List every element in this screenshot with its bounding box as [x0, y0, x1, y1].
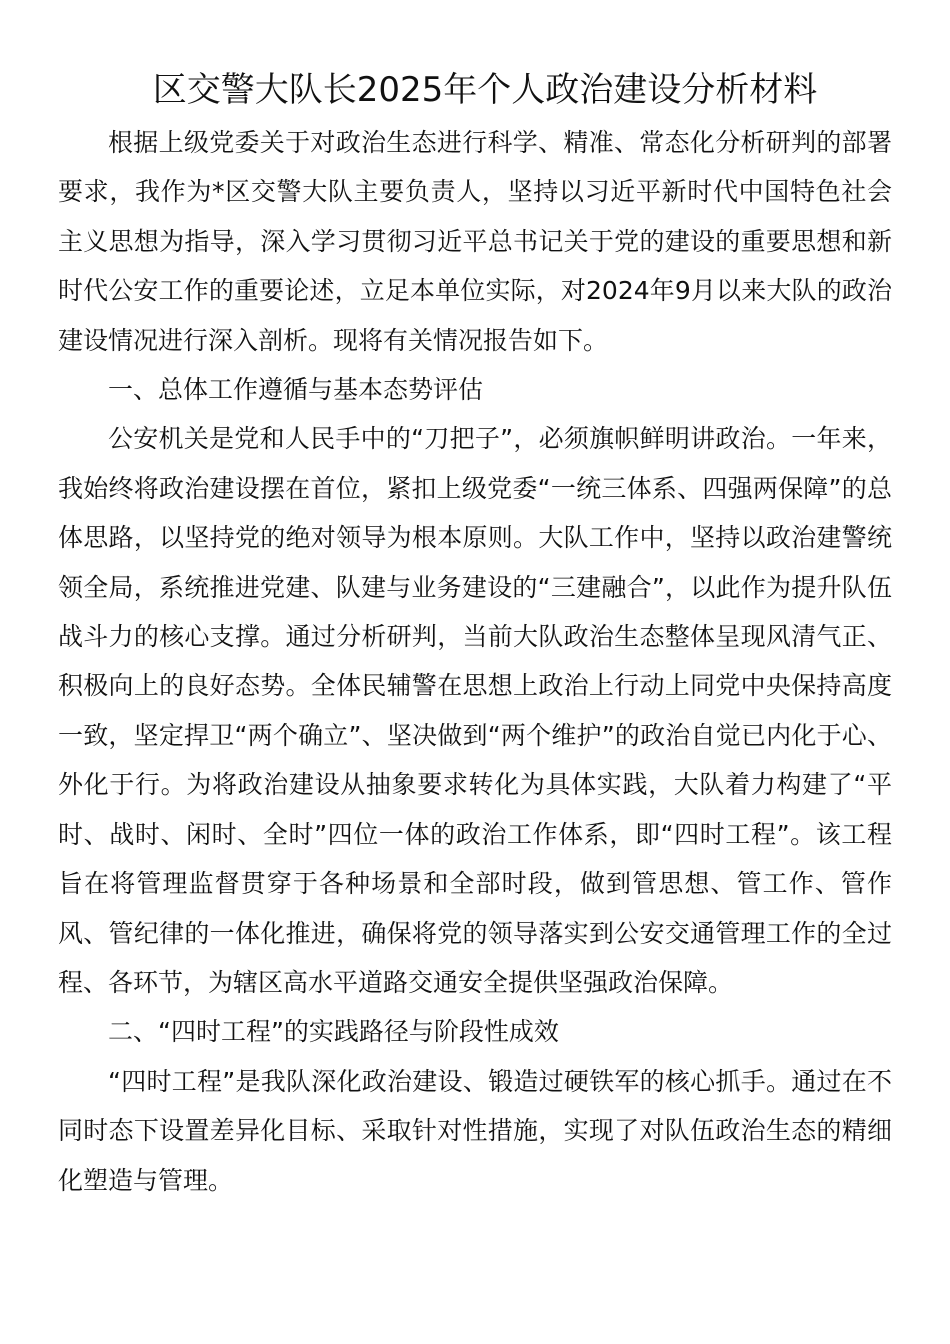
document-page	[58, 62, 892, 1205]
section-heading-1: 一、总体工作遵循与基本态势评估	[108, 375, 484, 405]
section-heading-2: 二、“四时工程”的实践路径与阶段性成效	[108, 1017, 559, 1047]
section-1-paragraph: 公安机关是党和人民手中的“刀把子”，必须旗帜鲜明讲政治。一年来，我始终将政治建设摆在首位，紧扣上级党委“一统三体系、四强两保障”的总体思路，以坚持党的绝对领导为根本原则。大队工作中，坚持以政治建警统领全局，系统推进党建、队建与业务建设的“三建融合”，以此作为提升队伍战斗力的核心支撑。通过分析研判，当前大队政治生态整体呈现风清气正、积极向上的良好态势。全体民辅警在思想上政治上行动上同党中央保持高度一致，坚定捍卫“两个确立”、坚决做到“两个维护”的政治自觉已内化于心、外化于行。为将政治建设从抽象要求转化为具体实践，大队着力构建了“平时、战时、闲时、全时”四位一体的政治工作体系，即“四时工程”。该工程旨在将管理监督贯穿于各种场景和全部时段，做到管思想、管工作、管作风、管纪律的一体化推进，确保将党的领导落实到公安交通管理工作的全过程、各环节，为辖区高水平道路交通安全提供坚强政治保障。	[58, 424, 892, 997]
document-title: 区交警大队长2025年个人政治建设分析材料	[152, 70, 818, 110]
section-2-paragraph: “四时工程”是我队深化政治建设、锻造过硬铁军的核心抓手。通过在不同时态下设置差异化目标、采取针对性措施，实现了对队伍政治生态的精细化塑造与管理。	[58, 1066, 892, 1195]
intro-paragraph: 根据上级党委关于对政治生态进行科学、精准、常态化分析研判的部署要求，我作为*区交警大队主要负责人，坚持以习近平新时代中国特色社会主义思想为指导，深入学习贯彻习近平总书记关于党的建设的重要思想和新时代公安工作的重要论述，立足本单位实际，对2024年9月以来大队的政治建设情况进行深入剖析。现将有关情况报告如下。	[58, 128, 892, 355]
